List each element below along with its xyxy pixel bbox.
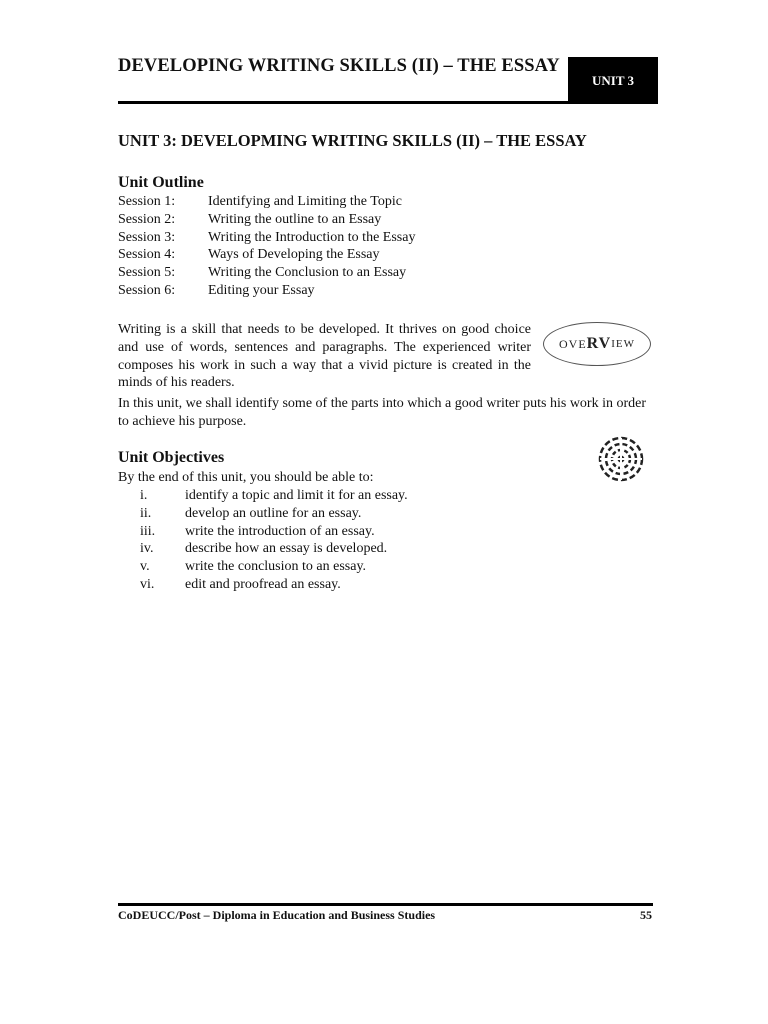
unit-badge: UNIT 3 bbox=[568, 57, 658, 104]
footer-rule bbox=[118, 903, 653, 906]
objective-number: i. bbox=[140, 488, 148, 503]
list-item bbox=[140, 540, 408, 558]
session-label: Session 4: bbox=[118, 247, 176, 263]
overview-paragraph: Writing is a skill that needs to be developed. It thrives on good choice and use of words, sentences and paragraphs. The experienced writer composes his work in such a way that a vivid picture is created in the minds of his readers. bbox=[118, 322, 531, 391]
list-item bbox=[140, 558, 408, 576]
list-item bbox=[140, 523, 408, 541]
objective-text: identify a topic and limit it for an essay. bbox=[185, 488, 408, 503]
list-item bbox=[140, 505, 408, 523]
session-label: Session 5: bbox=[118, 265, 176, 281]
list-item bbox=[118, 246, 415, 264]
objective-text: write the conclusion to an essay. bbox=[185, 559, 367, 575]
session-title: Writing the Introduction to the Essay bbox=[208, 229, 416, 245]
session-title: Writing the Conclusion to an Essay bbox=[208, 265, 407, 281]
objective-text: develop an outline for an essay. bbox=[185, 505, 362, 521]
list-item bbox=[118, 282, 415, 300]
session-title: Identifying and Limiting the Topic bbox=[208, 194, 402, 209]
overview-badge-part1: OVE bbox=[559, 336, 587, 351]
session-label: Session 2: bbox=[118, 211, 176, 227]
objective-number: iii. bbox=[140, 523, 156, 539]
list-item bbox=[140, 487, 408, 505]
objective-number: ii. bbox=[140, 505, 152, 521]
objective-number: iv. bbox=[140, 541, 154, 557]
header-title: DEVELOPING WRITING SKILLS (II) – THE ESSAY bbox=[118, 56, 560, 76]
session-label: Session 1: bbox=[118, 194, 176, 209]
list-item bbox=[118, 193, 415, 211]
footer-text: CoDEUCC/Post – Diploma in Education and Business Studies bbox=[118, 908, 436, 922]
session-title: Writing the outline to an Essay bbox=[208, 211, 382, 227]
list-item bbox=[118, 229, 415, 247]
list-item bbox=[118, 211, 415, 229]
unit-outline-heading: Unit Outline bbox=[118, 174, 204, 191]
objective-text: write the introduction of an essay. bbox=[185, 523, 375, 539]
objectives-intro: By the end of this unit, you should be able to: bbox=[118, 470, 374, 485]
page-number: 55 bbox=[640, 908, 652, 922]
session-label: Session 6: bbox=[118, 282, 176, 298]
unit-heading: UNIT 3: DEVELOPMING WRITING SKILLS (II) – THE ESSAY bbox=[118, 131, 587, 150]
target-icon bbox=[598, 436, 644, 482]
objective-text: describe how an essay is developed. bbox=[185, 541, 388, 557]
list-item bbox=[140, 576, 408, 594]
session-label: Session 3: bbox=[118, 229, 176, 245]
overview-badge-part2: RV bbox=[586, 335, 612, 352]
overview-badge-part3: IEW bbox=[611, 338, 635, 350]
session-title: Editing your Essay bbox=[208, 282, 315, 298]
unit-outline-list bbox=[118, 193, 415, 300]
unit-paragraph: In this unit, we shall identify some of the parts into which a good writer puts his work in order to achieve his purpose. bbox=[118, 396, 647, 429]
header-rule bbox=[118, 101, 658, 104]
overview-badge bbox=[543, 322, 651, 366]
objectives-list bbox=[140, 487, 408, 594]
session-title: Ways of Developing the Essay bbox=[208, 247, 380, 263]
objective-number: v. bbox=[140, 559, 150, 575]
unit-objectives-heading: Unit Objectives bbox=[118, 449, 225, 466]
objective-number: vi. bbox=[140, 576, 155, 592]
list-item bbox=[118, 264, 415, 282]
objective-text: edit and proofread an essay. bbox=[185, 576, 341, 592]
